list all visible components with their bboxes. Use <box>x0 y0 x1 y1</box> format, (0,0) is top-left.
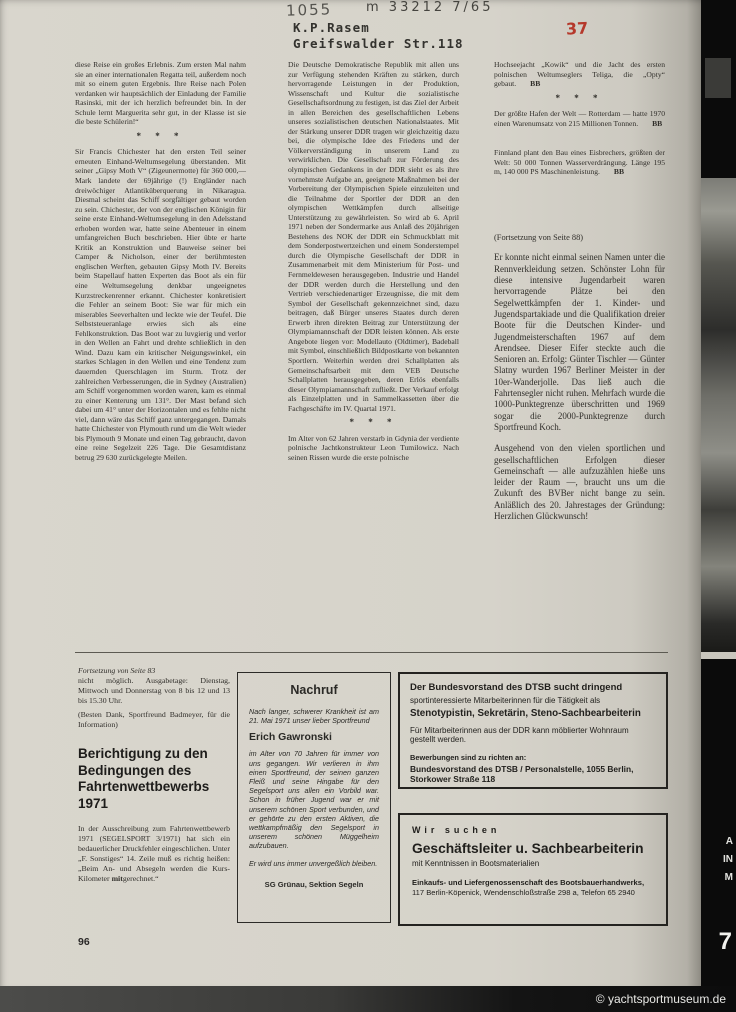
thanks-note: (Besten Dank, Sportfreund Badmeyer, für die Information) <box>78 710 230 729</box>
job-ad-wir-suchen-box <box>398 813 668 926</box>
news-text: Finnland plant den Bau eines Eisbrechers, größten der Welt: 50 000 Tonnen Wasserverdrängung. Länge 195 m, 140 000 PS Maschinenleistung. <box>494 148 665 177</box>
typewritten-name: K.P.Rasem <box>293 20 370 35</box>
red-handwritten-number: 37 <box>565 18 589 39</box>
star-separator: * * * <box>555 92 604 103</box>
page-number: 96 <box>78 936 90 948</box>
edge-page-number: 7 <box>718 928 732 955</box>
news-item <box>494 109 665 128</box>
job-ad-address: Bundesvorstand des DTSB / Personalstelle, 1055 Berlin, Storkower Straße 118 <box>410 764 634 784</box>
paragraph: Sir Francis Chichester hat den ersten Teil seiner erneuten Einhand-Weltumsegelung überstanden. Mit seiner „Gipsy Moth V“ (Zigeunermotte) für 360 000,— Mark landete der 69jährige (!) Engländer nach dreiwöchiger Atlantiküberquerung in Nikaragua. Diesmal scheint das Schiff sorgfältiger gebaut worden zu sein. Chichester, der von der englischen Königin für seine erste Einhand-Weltumsegelung in den Adelsstand erhoben worden war, hatte seine Abenteuer in einem umfangreichen Buch beschrieben. Hier übte er harte Kritik an Konstruktion und Bauweise seiner bei Camper & Nicholson, einer der berühmtesten englischen Werften, gebauten Gipsy Moth IV. Bereits beim Stapellauf hatten Experten das Boot als ein für eine Weltumsegelung denkbar ungeeignetes Kurzstreckenrenner erkannt. Chichester konkretisiert die Fehler an seinem Boot: Sie war für mich ein miserables Seeverhalten und leckte wie der Teufel. Die Selbststeueranlage erwies sich als eine Fehlkonstruktion. Das Boot war zu luvgierig und verlor in den Wellen an Fahrt und drehte schließlich in den Wind. Dazu kam ein kritischer Neigungswinkel, ein starkes Schlagen in den Wellen und eine Tendenz zum dauernden Querschlagen im Sturm. Trotz der zahlreichen Verbesserungen, die in Sydney (Australien) am Schiff vorgenommen worden waren, kam es einmal zu einer Kenterung um 131°. Der Mast befand sich dabei um 41° unter der Horizontalen und es fehlte nicht viel, dann wäre das Schiff ganz untergegangen. Damals hatte Chichester von Plymouth rund um die Welt wieder bis Plymouth 9 Monate und einen Tag gebraucht, davon eine reine Segelzeit 226 Tage. Die Gesamtdistanz betrug 29 630 zurückgelegte Meilen. <box>75 147 246 462</box>
page-gap-sliver <box>701 652 736 659</box>
continuation-lead: Fortsetzung von Seite 83 <box>78 666 156 675</box>
typewritten-address: Greifswalder Str.118 <box>293 36 464 51</box>
author-initials: BB <box>530 79 541 89</box>
article-paragraph: Ausgehend von den vielen sportlichen und gesellschaftlichen Erfolgen dieser Gemeinschaft — alle aufzuzählen hieße uns leider der Raum —, braucht uns um die Zukunft des BVBer nicht bange zu sein. Anläßlich des 20. Jahrestages der Gründung: Herzlichen Glückwunsch! <box>494 443 665 521</box>
edge-letter: M <box>724 872 733 883</box>
correction-text: In der Ausschreibung zum Fahrtenwettbewerb 1971 (SEGELSPORT 3/1971) hat sich ein bedauerlicher Druckfehler eingeschlichen. Unter „F. Sonstiges“ 14. Zeile muß es richtig heißen: „Beim An- und Absegeln werden die Kurs-Kilometer <box>78 824 230 883</box>
column-right <box>494 60 665 522</box>
obituary-name: Erich Gawronski <box>249 731 332 744</box>
correction-text: gerechnet.“ <box>122 874 159 883</box>
job-ad-positions: Stenotypistin, Sekretärin, Steno-Sachbearbeiterin <box>410 708 641 719</box>
article-paragraph: Er konnte nicht einmal seinen Namen unter die Rennverkleidung setzen. Schönster Lohn für diese intensive Jugendarbeit waren hervorragende Plätze bei den Segelwettkämpfen der 1. Kinder- und Jugendspartakiade und die Qualifikation dreier Boote für die Deutschen Kinder- und Jugendmeisterschaften 1967 auf dem Arendsee. Dieser Eifer steckte auch die Senioren an. Erfolg: Günter Tischler — Günter Slatny wurden 1967 Berliner Meister in der 10er-Wanderjolle. Das ließ auch die Fahrtensegler nicht ruhen. Mehrfach wurde die 1000-Punktegrenze überschritten und 1969 sogar die 2000-Punktegrenze durch Sportfreund Koch. <box>494 252 665 432</box>
job-ad-requirement: mit Kenntnissen in Bootsmaterialien <box>412 859 540 868</box>
obituary-title: Nachruf <box>290 683 338 697</box>
news-item <box>494 148 665 177</box>
scan-right-band <box>701 0 736 1012</box>
star-separator: * * * <box>349 417 398 428</box>
obituary-closing: Er wird uns immer unvergeßlich bleiben. <box>249 858 378 868</box>
news-text: Der größte Hafen der Welt — Rotterdam — hatte 1970 einen Warenumsatz von 215 Millionen Tonnen. <box>494 109 665 128</box>
job-ad-text: Für Mitarbeiterinnen aus der DDR kann möblierter Wohnraum gestellt werden. <box>410 726 629 744</box>
correction-bold: mit <box>111 874 123 883</box>
obituary-signature: SG Grünau, Sektion Segeln <box>264 879 364 889</box>
paragraph: Im Alter von 62 Jahren verstarb in Gdynia der verdiente polnische Jachtkonstrukteur Leon Tumilowicz. Nach seinen Rissen wurde die erste polnische <box>288 433 459 462</box>
star-separator: * * * <box>136 130 185 141</box>
correction-body <box>78 824 230 884</box>
edge-letter: IN <box>723 854 733 865</box>
paragraph: diese Reise ein großes Erlebnis. Zum ersten Mal nahm sie an einer internationalen Regatta teil, außerdem noch mit so einem guten Ergebnis. Ihre Reise nach Polen verdanken wir hauptsächlich der Einladung der Familie Rasinski, mit der ich herzlich befreundet bin. In der Schule lernt Marguerita sehr gut, in der Klasse ist sie die beste Schülerin!“ <box>75 60 246 127</box>
job-ad-address: 117 Berlin-Köpenick, Wendenschloßstraße 298 a, Telefon 65 2940 <box>412 887 635 897</box>
section-divider <box>75 652 668 653</box>
job-ad-position: Geschäftsleiter u. Sachbearbeiterin <box>412 841 644 856</box>
job-ad-dtsb-box <box>398 672 668 789</box>
obituary-intro: Nach langer, schwerer Krankheit ist am 21. Mai 1971 unser lieber Sportfreund <box>249 707 379 726</box>
page-edge-fragment <box>705 58 731 98</box>
news-text: Hochseejacht „Kowik“ und die Jacht des ersten polnischen Weltumseglers Teliga, die „Opty“ gebaut. <box>494 60 665 89</box>
paragraph: Die Deutsche Demokratische Republik mit allen uns zur Verfügung stehenden Kräften zu stärken, durch hervorragende Leistungen in der Produktion, Wissenschaft und Kultur die sozialistische Gesellschaftsordnung zu festigen, ist das Ziel der Arbeit in allen Bereichen des gesellschaftlichen Lebens unseres sozialistischen deutschen Nationalstaates. Mit der Stärkung unserer DDR tragen wir gleichzeitig dazu bei, die olympische Idee des Friedens und der Völkerverständigung in unserem Land zu verwirklichen. Die Gesellschaft zur Förderung des olympischen Gedankens in der DDR sieht es als ihre vornehmste Aufgabe an, geeignete Maßnahmen bei der Vorbereitung der Olympischen Spiele einzuleiten und die Teilnahme der Sportler der DDR an den olympischen Wettkämpfen durch allseitige Unterstützung zu gewährleisten. So wird ab 6. April 1971 neben der Sondermarke aus Anlaß des 20jährigen Bestehens des NOK der DDR ein Schmuckblatt mit dem Sonderpostwertzeichen und einem Sonderstempel durch die Olympische Gesellschaft der DDR in Zusammenarbeit mit dem Ministerium für Post- und Fernmeldewesen herausgegeben. Industrie und Handel der DDR werden durch die Herstellung und den Vertrieb verschiedenartiger Erzeugnisse, die mit dem Symbol der Gesellschaft gekennzeichnet sind, dazu beitragen, daß Bürger unseres Staates durch deren Erwerb ihren direkten Beitrag zur Unterstützung der Olympiamannschaft der DDR leisten können. Als erste Angebote liegen vor: Modellauto (Oldtimer), Badeball mit Symbol, einschließlich Bildpostkarte von bekannten Sportlern. Weiterhin werden drei Schallplatten als Gemeinschaftsarbeit mit dem VEB Deutsche Schallplatten herausgegeben, deren Erlös ebenfalls dieser Olympiamannschaft zufließt. Der Verkauf erfolgt als Einzelplatten und in Sammelkassetten über die Fachgeschäfte im IV. Quartal 1971. <box>288 60 459 413</box>
obituary-body: im Alter von 70 Jahren für immer von uns gegangen. Wir verlieren in ihm einen Sportfreund, der seinen ganzen Fleiß und seine Hingabe für den Segelsport uns allen ein Vorbild war. Schon in früher Jugend war er mit unserem schönen Sport verbunden, und er gehörte zu den ersten Aktiven, die wettkampfmäßig den Segelsport in unserem schönen Müggelheim aufzubauen. <box>249 749 379 851</box>
column-middle <box>288 60 459 462</box>
handwritten-number: 1055 <box>285 0 333 20</box>
bottom-left-column <box>78 666 230 884</box>
handwritten-stamp: m 33212 7/65 <box>366 0 494 15</box>
author-initials: BB <box>652 118 663 128</box>
job-ad-text: sportinteressierte Mitarbeiterinnen für die Tätigkeit als <box>410 696 601 705</box>
neighbour-page-photo-strip <box>701 178 736 652</box>
job-ad-headline: Der Bundesvorstand des DTSB sucht dringend <box>410 682 623 693</box>
continuation-text: nicht möglich. Ausgabetage: Dienstag, Mittwoch und Donnerstag von 8 bis 12 und 13 bis 15.30 Uhr. <box>78 676 230 705</box>
continuation-note: (Fortsetzung von Seite 88) <box>494 232 584 242</box>
column-left <box>75 60 246 462</box>
obituary-box <box>237 672 391 923</box>
author-initials: BB <box>613 167 625 177</box>
watermark-copyright: © yachtsportmuseum.de <box>595 992 726 1006</box>
edge-letter: A <box>725 836 733 847</box>
correction-heading: Berichtigung zu den Bedingungen des Fahrtenwettbewerbs 1971 <box>78 746 210 811</box>
news-item <box>494 60 665 89</box>
job-ad-apply-label: Bewerbungen sind zu richten an: <box>410 753 527 762</box>
job-ad-organisation: Einkaufs- und Liefergenossenschaft des Bootsbauerhandwerks, <box>412 878 645 887</box>
job-ad-lead: Wir suchen <box>412 825 501 835</box>
